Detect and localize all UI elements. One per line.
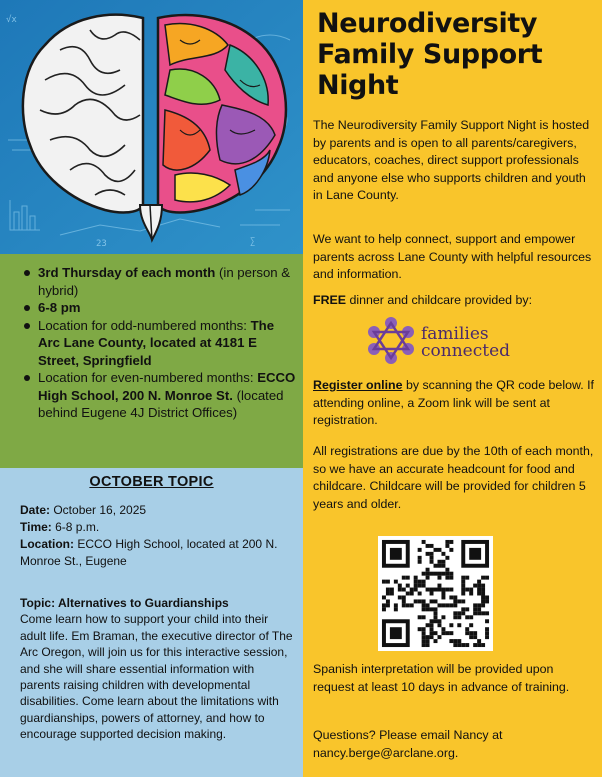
october-topic-panel (0, 468, 303, 777)
list-item (22, 369, 298, 422)
bullet-bold: 3rd Thursday of each month (38, 265, 216, 280)
time-value: 6-8 p.m. (51, 520, 100, 534)
families-connected-logo (365, 314, 525, 370)
svg-text:23: 23 (96, 239, 107, 249)
svg-text:√x: √x (6, 15, 17, 25)
topic-title: Topic: Alternatives to Guardianships (20, 596, 229, 610)
intro-paragraph: The Neurodiversity Family Support Night is hosted by parents and is open to all parents/caregivers, educators, coaches, direct support professionals and anyone else who supports children and youth in Lane County. (313, 118, 590, 203)
page-title (317, 8, 597, 101)
time-label: Time: (20, 520, 52, 534)
registration-qr-code[interactable] (378, 536, 493, 651)
location-value: ECCO High School, located at 200 N. Monroe St., Eugene (20, 537, 278, 568)
logo-word-connected: connected (421, 341, 511, 361)
deadline-paragraph: All registrations are due by the 10th of each month, so we have an accurate headcount for food and childcare. Childcare will be provided for children 5 years and older. (313, 444, 594, 511)
logo-icon (365, 314, 417, 366)
logo-word-families: families (421, 324, 489, 344)
register-online-link[interactable]: Register online (313, 378, 403, 392)
schedule-list (22, 264, 298, 422)
date-line (20, 502, 296, 519)
title-line: Night (317, 70, 399, 101)
brain-image (0, 0, 303, 254)
bullet-text: (in person & hybrid) (38, 265, 291, 298)
title-line: Family Support (317, 39, 543, 70)
bullet-bold: ECCO High School, 200 N. Monroe St. (38, 370, 296, 403)
event-details (20, 502, 296, 570)
location-label: Location: (20, 537, 74, 551)
list-item (22, 317, 298, 370)
bullet-bold: 6-8 pm (38, 300, 81, 315)
topic-description: Come learn how to support your child into their adult life. Em Braman, the executive director of The Arc Oregon, will join us for this interactive session, and she will share essential information with parents raising children with developmental disabilities. Come learn about the limitations with guardianships, powers of attorney, and how to encourage supported decision making. (20, 612, 293, 742)
free-paragraph (313, 292, 595, 310)
free-text: dinner and childcare provided by: (346, 293, 533, 307)
bullet-text: Location for even-numbered months: (38, 370, 258, 385)
list-item (22, 264, 298, 299)
october-topic-heading: OCTOBER TOPIC (89, 474, 214, 490)
brain-illustration (0, 0, 303, 254)
register-text: by scanning the QR code below. If attending online, a Zoom link will be sent at registration. (313, 378, 594, 428)
spanish-paragraph: Spanish interpretation will be provided upon request at least 10 days in advance of training. (313, 662, 570, 694)
bullet-text: (located behind Eugene 4J District Offices) (38, 387, 284, 420)
qr-code-image (378, 536, 493, 651)
mission-paragraph: We want to help connect, support and empower parents across Lane County with helpful resources and information. (313, 232, 592, 282)
free-label: FREE (313, 293, 347, 307)
right-column (303, 0, 602, 777)
bullet-text: Location for odd-numbered months: (38, 317, 251, 333)
questions-paragraph: Questions? Please email Nancy at nancy.berge@arclane.org. (313, 728, 503, 760)
date-value: October 16, 2025 (50, 503, 147, 517)
list-item (22, 299, 298, 317)
topic-section (20, 595, 296, 743)
date-label: Date: (20, 503, 51, 517)
time-line (20, 519, 296, 536)
title-line: Neurodiversity (317, 8, 538, 39)
bullet-bold: The Arc Lane County, located at 4181 E Street, Springfield (38, 317, 275, 368)
location-line (20, 536, 296, 570)
register-paragraph (313, 377, 595, 430)
svg-text:∑: ∑ (250, 237, 256, 247)
schedule-panel (0, 254, 303, 468)
